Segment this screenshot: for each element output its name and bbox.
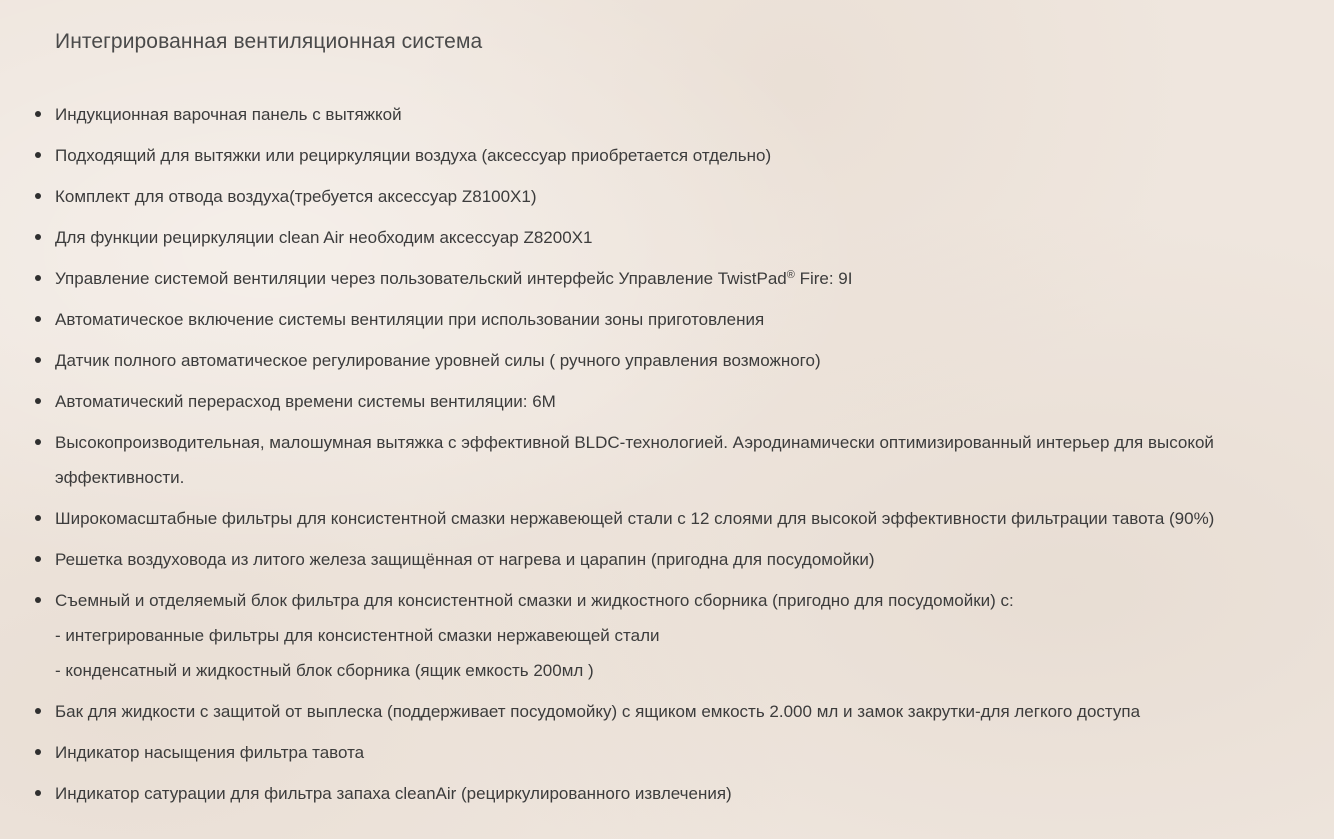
list-item [0, 220, 1334, 255]
list-item-text: Индукционная варочная панель с вытяжкой [55, 105, 402, 124]
list-item [0, 425, 1334, 495]
bullet-icon [35, 790, 41, 796]
list-item [0, 501, 1334, 536]
bullet-icon [35, 275, 41, 281]
list-item-text: Датчик полного автоматическое регулирование уровней силы ( ручного управления возможного) [55, 351, 821, 370]
list-item-line: Высокопроизводительная, малошумная вытяжка с эффективной BLDC-технологией. Аэродинамически оптимизированный интерьер для высокой [55, 433, 1214, 452]
bullet-icon [35, 708, 41, 714]
bullet-icon [35, 357, 41, 363]
list-item-text: Автоматическое включение системы вентиляции при использовании зоны приготовления [55, 310, 765, 329]
list-item [0, 542, 1334, 577]
list-item [0, 384, 1334, 419]
list-item [0, 735, 1334, 770]
bullet-icon [35, 193, 41, 199]
list-item-text: Для функции рециркуляции clean Air необходим аксессуар Z8200X1 [55, 228, 593, 247]
list-item-line: эффективности. [55, 468, 185, 487]
list-item-text: Индикатор насыщения фильтра тавота [55, 743, 365, 762]
list-item-text: Бак для жидкости с защитой от выплеска (поддерживает посудомойку) с ящиком емкость 2.000 мл и замок закрутки-для легкого доступа [55, 702, 1141, 721]
list-item-text: Подходящий для вытяжки или рециркуляции воздуха (аксессуар приобретается отдельно) [55, 146, 772, 165]
bullet-icon [35, 316, 41, 322]
section-title: Интегрированная вентиляционная система [55, 30, 483, 53]
list-item [0, 343, 1334, 378]
list-item-text: Комплект для отвода воздуха(требуется аксессуар Z8100X1) [55, 187, 537, 206]
list-item-text: Автоматический перерасход времени системы вентиляции: 6М [55, 392, 556, 411]
list-item-line: Съемный и отделяемый блок фильтра для консистентной смазки и жидкостного сборника (пригодно для посудомойки) с: [55, 591, 1014, 610]
list-item [0, 776, 1334, 811]
list-item [0, 583, 1334, 688]
list-item-text: Индикатор сатурации для фильтра запаха cleanAir (рециркулированного извлечения) [55, 784, 732, 803]
list-item-text: Управление системой вентиляции через пользовательский интерфейс Управление TwistPad [55, 269, 787, 288]
list-item [0, 261, 1334, 296]
bullet-icon [35, 597, 41, 603]
list-item [0, 302, 1334, 337]
list-item [0, 97, 1334, 132]
bullet-icon [35, 398, 41, 404]
bullet-icon [35, 515, 41, 521]
bullet-icon [35, 556, 41, 562]
list-item [0, 694, 1334, 729]
list-item [0, 179, 1334, 214]
bullet-icon [35, 439, 41, 445]
bullet-icon [35, 234, 41, 240]
bullet-icon [35, 111, 41, 117]
feature-list [0, 97, 1334, 817]
list-item-text-suffix: Fire: 9I [794, 269, 853, 288]
list-item-text: Широкомасштабные фильтры для консистентной смазки нержавеющей стали с 12 слоями для высокой эффективности фильтрации тавота (90%) [55, 509, 1215, 528]
bullet-icon [35, 749, 41, 755]
list-item-line: - интегрированные фильтры для консистентной смазки нержавеющей стали [55, 626, 660, 645]
registered-mark: ® [786, 269, 795, 281]
list-item-line: - конденсатный и жидкостный блок сборника (ящик емкость 200мл ) [55, 661, 594, 680]
list-item [0, 138, 1334, 173]
bullet-icon [35, 152, 41, 158]
list-item-text: Решетка воздуховода из литого железа защищённая от нагрева и царапин (пригодна для посудомойки) [55, 550, 875, 569]
